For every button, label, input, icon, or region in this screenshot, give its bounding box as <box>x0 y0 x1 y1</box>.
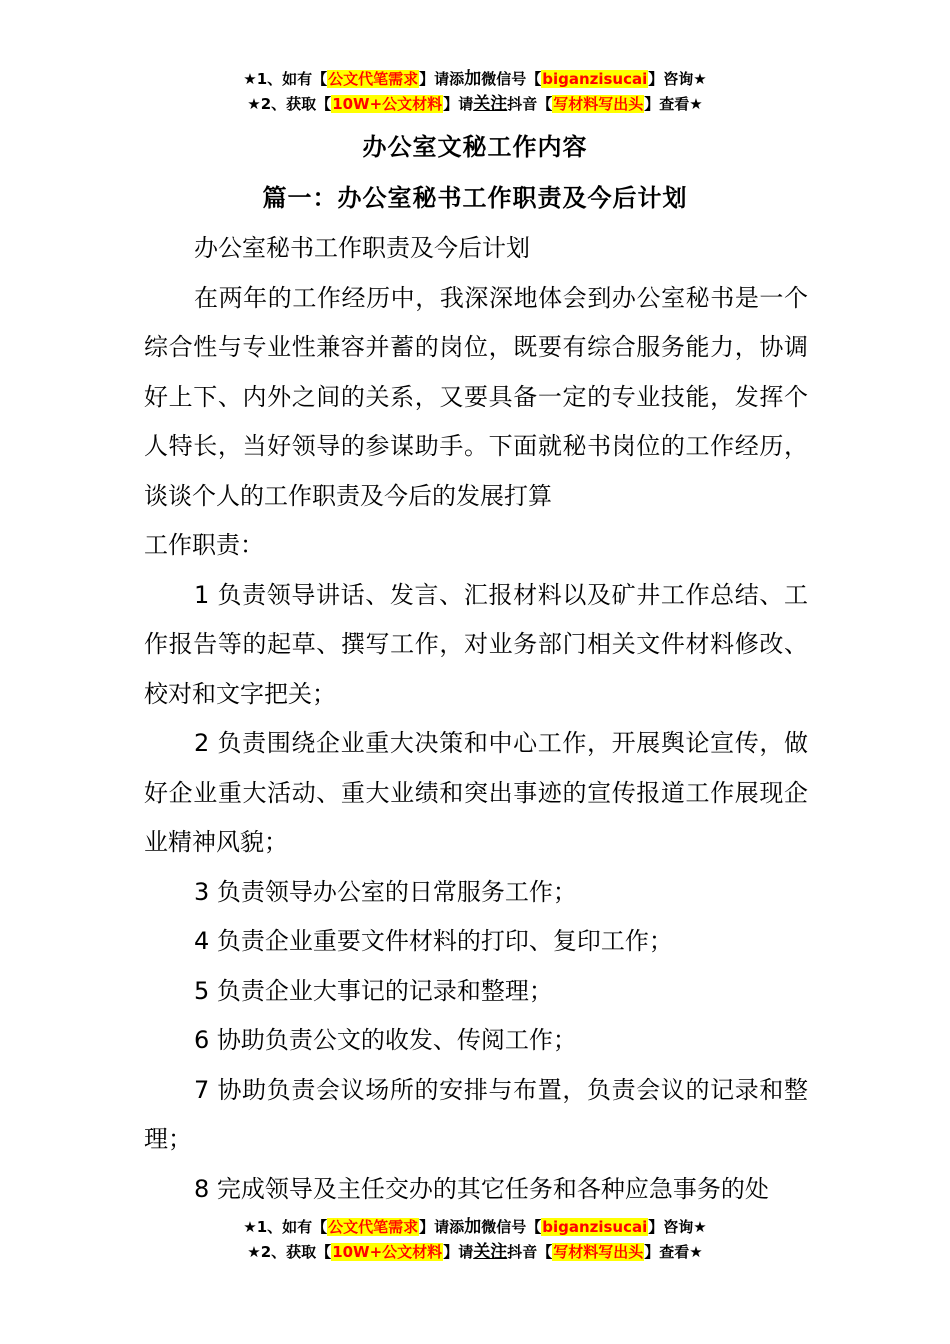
banner-text: ★2、获取【 <box>247 1243 332 1261</box>
footer-banner <box>0 1215 950 1265</box>
highlight-text: biganzisucai <box>542 70 648 88</box>
banner-text: 】请 <box>443 95 474 113</box>
paragraph: 7 协助负责会议场所的安排与布置，负责会议的记录和整理； <box>144 1075 808 1153</box>
paragraph: 3 负责领导办公室的日常服务工作； <box>194 877 577 906</box>
highlight-text: 10W+公文材料 <box>332 1243 443 1261</box>
banner-text: ★2、获取【 <box>247 95 332 113</box>
paragraph: 1 负责领导讲话、发言、汇报材料以及矿井工作总结、工作报告等的起草、撰写工作，对业务部门相关文件材料修改、校对和文字把关； <box>144 580 808 708</box>
paragraph: 5 负责企业大事记的记录和整理； <box>194 976 553 1005</box>
paragraph: 在两年的工作经历中，我深深地体会到办公室秘书是一个综合性与专业性兼容并蓄的岗位，既要有综合服务能力，协调好上下、内外之间的关系，又要具备一定的专业技能，发挥个人特长，当好领导的参谋助手。下面就秘书岗位的工作经历，谈谈个人的工作职责及今后的发展打算 <box>144 283 808 510</box>
banner-text: 微信号【 <box>481 1218 542 1236</box>
banner-text: 加 <box>464 1217 482 1237</box>
banner-text: 加 <box>464 69 482 89</box>
banner-text: 】请 <box>443 1243 474 1261</box>
header-banner <box>0 67 950 117</box>
section-title: 篇一：办公室秘书工作职责及今后计划 <box>262 184 688 212</box>
banner-text: 关注 <box>473 94 508 114</box>
banner-text: ★1、如有【 <box>243 70 328 88</box>
banner-text: 抖音【 <box>507 1243 553 1261</box>
banner-text: 】查看★ <box>644 95 703 113</box>
paragraph: 2 负责围绕企业重大决策和中心工作，开展舆论宣传，做好企业重大活动、重大业绩和突出事迹的宣传报道工作展现企业精神风貌； <box>144 729 808 856</box>
banner-text: 关注 <box>473 1242 508 1262</box>
highlight-text: 10W+公文材料 <box>332 95 443 113</box>
highlight-text: 公文代笔需求 <box>328 70 419 88</box>
banner-text: 】请添 <box>419 70 465 88</box>
banner-text: 】咨询★ <box>648 1218 707 1236</box>
banner-line-2 <box>0 92 950 117</box>
banner-line-1 <box>0 1215 950 1240</box>
document-body <box>144 224 808 1214</box>
banner-text: ★1、如有【 <box>243 1218 328 1236</box>
banner-text: 】咨询★ <box>648 70 707 88</box>
highlight-text: 公文代笔需求 <box>328 1218 419 1236</box>
banner-text: 】请添 <box>419 1218 465 1236</box>
paragraph: 工作职责： <box>144 531 264 559</box>
highlight-text: 写材料写出头 <box>553 1243 644 1261</box>
banner-text: 微信号【 <box>481 70 542 88</box>
paragraph: 6 协助负责公文的收发、传阅工作； <box>194 1026 577 1054</box>
document-title: 办公室文秘工作内容 <box>362 133 588 161</box>
banner-line-2 <box>0 1240 950 1265</box>
highlight-text: biganzisucai <box>542 1218 648 1236</box>
banner-text: 】查看★ <box>644 1243 703 1261</box>
banner-line-1 <box>0 67 950 92</box>
paragraph: 4 负责企业重要文件材料的打印、复印工作； <box>194 927 673 955</box>
banner-text: 抖音【 <box>507 95 553 113</box>
paragraph: 办公室秘书工作职责及今后计划 <box>194 234 530 262</box>
paragraph: 8 完成领导及主任交办的其它任务和各种应急事务的处 <box>194 1174 769 1203</box>
highlight-text: 写材料写出头 <box>553 95 644 113</box>
